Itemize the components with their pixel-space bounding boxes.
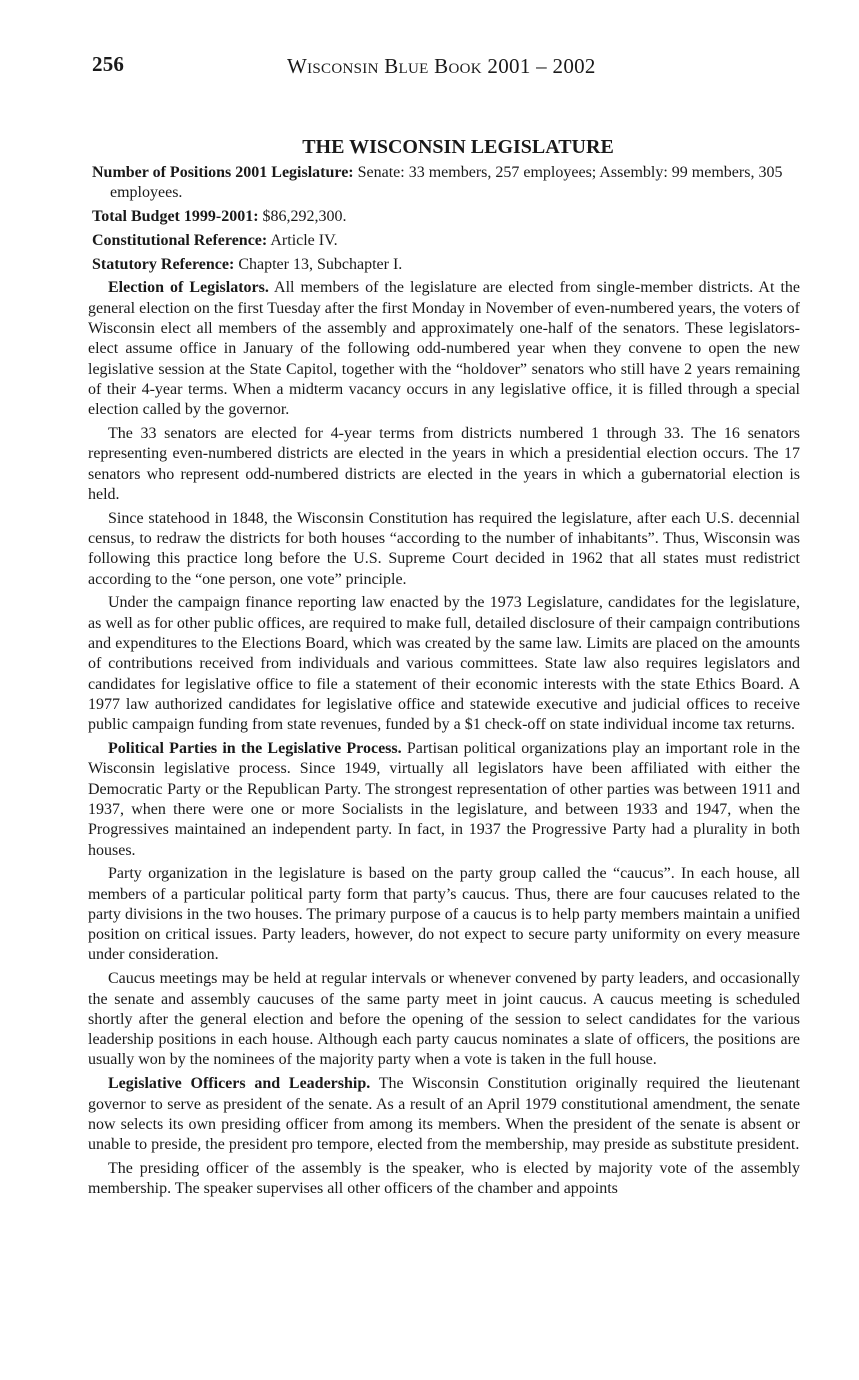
meta-value: Article IV. — [270, 231, 338, 249]
paragraph-caucus-meetings — [88, 969, 800, 1070]
meta-label: Total Budget 1999-2001: — [92, 208, 259, 226]
paragraph-text: Since statehood in 1848, the Wisconsin Constitution has required the legislature, after each U.S. decennial census, to redraw the districts for both houses “according to the number of inhabitants”. Thus, Wisconsin was following this practice long before the U.S. Supreme Court decided in 1962 that all states must redistrict according to the “one person, one vote” principle. — [88, 509, 800, 588]
running-head: Wisconsin Blue Book 2001 – 2002 — [287, 54, 596, 78]
meta-value: Senate: 33 members, 257 employees; Assembly: 99 members, 305 employees. — [110, 164, 783, 202]
meta-value: $86,292,300. — [262, 208, 347, 226]
meta-statutory-reference — [88, 255, 800, 275]
paragraph-text: The 33 senators are elected for 4-year terms from districts numbered 1 through 33. The 16 senators representing even-numbered districts are elected in the years in which a presidential election occurs. The 17 senators who represent odd-numbered districts are elected in the years in which a gubernatorial election is held. — [88, 425, 800, 503]
paragraph-political-parties — [88, 739, 800, 861]
paragraph-text: Party organization in the legislature is based on the party group called the “caucus”. In each house, all members of a particular political party form that party’s caucus. Thus, there are four caucuses related to the party divisions in the two houses. The primary purpose of a caucus is to help party members maintain a unified position on critical issues. Party leaders, however, do not expect to secure party uniformity on every measure under consideration. — [88, 865, 800, 964]
meta-positions — [88, 163, 800, 204]
meta-value: Chapter 13, Subchapter I. — [238, 255, 403, 273]
paragraph-election-of-legislators — [88, 278, 800, 420]
meta-label: Number of Positions 2001 Legislature: — [92, 164, 354, 181]
paragraph-heading: Political Parties in the Legislative Process. — [108, 740, 402, 758]
paragraph-senator-terms — [88, 424, 800, 505]
paragraph-legislative-officers — [88, 1074, 800, 1155]
paragraph-assembly-speaker — [88, 1159, 800, 1200]
paragraph-campaign-finance — [88, 593, 800, 735]
paragraph-heading: Legislative Officers and Leadership. — [108, 1075, 371, 1093]
paragraph-text: All members of the legislature are elected from single-member districts. At the general election on the first Tuesday after the first Monday in November of even-numbered years, the voters of Wisconsin elect all members of the assembly and approximately one-half of the senators. These legislators-elect assume office in January of the following odd-numbered year when they convene to open the new legislative session at the State Capitol, together with the “holdover” senators who still have 2 years remaining of their 4-year terms. When a midterm vacancy occurs in any legislative office, it is filled through a special election called by the governor. — [88, 279, 800, 419]
paragraph-redistricting — [88, 509, 800, 590]
paragraph-text: Caucus meetings may be held at regular intervals or whenever convened by party leaders, and occasionally the senate and assembly caucuses of the same party meet in joint caucus. A caucus meeting is scheduled shortly after the general election and before the opening of the session to select candidates for the various leadership positions in each house. Although each party caucus nominates a slate of officers, the positions are usually won by the nominees of the majority party when a vote is taken in the full house. — [88, 970, 800, 1069]
paragraph-party-caucus — [88, 864, 800, 965]
paragraph-text: The presiding officer of the assembly is the speaker, who is elected by majority vote of the assembly membership. The speaker supervises all other officers of the chamber and appoints — [88, 1159, 800, 1198]
paragraph-heading: Election of Legislators. — [108, 279, 269, 297]
meta-label: Statutory Reference: — [92, 255, 235, 273]
section-title: THE WISCONSIN LEGISLATURE — [302, 136, 614, 158]
meta-budget — [88, 207, 800, 227]
page-number: 256 — [92, 52, 125, 76]
page-body — [88, 133, 800, 1203]
paragraph-text: The Wisconsin Constitution originally required the lieutenant governor to serve as president of the senate. As a result of an April 1979 constitutional amendment, the senate now selects its own presiding officer from among its members. When the president of the senate is absent or unable to preside, the president pro tempore, elected from the membership, may preside as substitute president. — [88, 1075, 801, 1154]
meta-constitutional-reference — [88, 231, 800, 251]
paragraph-text: Under the campaign finance reporting law enacted by the 1973 Legislature, candidates for the legislature, as well as for other public offices, are required to make full, detailed disclosure of their campaign contributions and expenditures to the Elections Board, which was created by the same law. Limits are placed on the amounts of contributions received from individuals and various committees. State law also requires legislators and candidates for legislative office to file a statement of their economic interests with the state Ethics Board. A 1977 law authorized candidates for legislative office and statewide executive and judicial offices to receive public campaign funding from state revenues, funded by a $1 check-off on state individual income tax returns. — [88, 594, 800, 734]
paragraph-text: Partisan political organizations play an important role in the Wisconsin legislative process. Since 1949, virtually all legislators have been affiliated with either the Democratic Party or the Republican Party. The strongest representation of other parties was between 1911 and 1937, when there were one or more Socialists in the legislature, and between 1933 and 1947, when the Progressives maintained an independent party. In fact, in 1937 the Progressive Party had a plurality in both houses. — [88, 740, 801, 859]
meta-label: Constitutional Reference: — [92, 231, 268, 249]
